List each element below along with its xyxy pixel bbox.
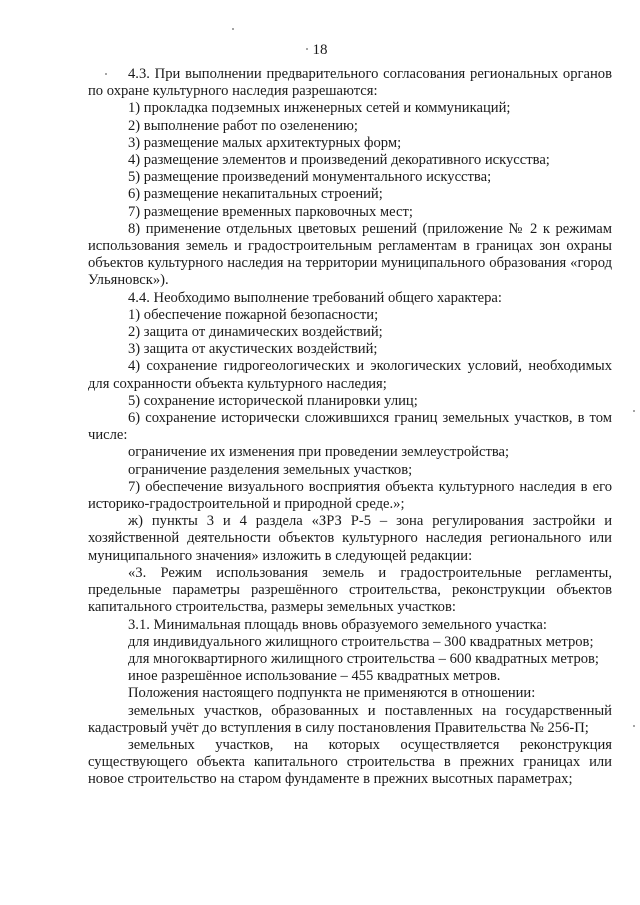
paragraph: «3. Режим использования земель и градостроительные регламенты, предельные параметры разрешённого строительства, реконструкции объектов капитального строительства, размеры земельных участков: — [88, 564, 612, 616]
list-item: 1) обеспечение пожарной безопасности; — [128, 306, 379, 323]
list-item: земельных участков, на которых осуществляется реконструкция существующего объекта капитального строительства в прежних границах или новое строительство на старом фундаменте в прежних высотных параметрах; — [88, 736, 612, 788]
list-item: 1) прокладка подземных инженерных сетей и коммуникаций; — [128, 100, 511, 117]
list-item: 2) выполнение работ по озеленению; — [128, 117, 358, 134]
list-item: земельных участков, образованных и поставленных на государственный кадастровый учёт до вступления в силу постановления Правительства № 256-П; — [88, 702, 612, 736]
paragraph: 4.3. При выполнении предварительного согласования региональных органов по охране культурного наследия разрешаются: — [88, 66, 612, 100]
list-item: ограничение их изменения при проведении землеустройства; — [128, 444, 510, 461]
list-item: 3) размещение малых архитектурных форм; — [128, 134, 402, 151]
list-item: 2) защита от динамических воздействий; — [128, 324, 383, 341]
scan-speck — [633, 725, 635, 727]
paragraph: ж) пункты 3 и 4 раздела «ЗРЗ Р-5 – зона регулирования застройки и хозяйственной деятельности объектов культурного наследия регионального или муниципального значения» изложить в следующей редакции: — [88, 513, 612, 564]
scan-speck — [105, 73, 107, 75]
scan-speck — [306, 48, 308, 50]
list-item: 3) защита от акустических воздействий; — [128, 341, 378, 358]
list-item: 7) обеспечение визуального восприятия объекта культурного наследия в его историко-градостроительной и природной среде.»; — [88, 478, 612, 513]
list-item: 8) применение отдельных цветовых решений (приложение № 2 к режимам использования земель и градостроительным регламентам в границах зон охраны объектов культурного наследия на территории муниципального образования «город Ульяновск»). — [88, 220, 612, 289]
list-item: иное разрешённое использование – 455 квадратных метров. — [128, 668, 501, 685]
list-item: 5) сохранение исторической планировки улиц; — [128, 392, 418, 409]
list-item: ограничение разделения земельных участков; — [128, 461, 413, 478]
list-item: 6) размещение некапитальных строений; — [128, 186, 383, 203]
list-item: для индивидуального жилищного строительства – 300 квадратных метров; — [128, 633, 594, 650]
list-item: 4) размещение элементов и произведений декоративного искусства; — [128, 152, 550, 169]
paragraph: 4.4. Необходимо выполнение требований общего характера: — [128, 289, 502, 306]
scan-speck — [232, 28, 234, 30]
list-item: 7) размещение временных парковочных мест; — [128, 203, 413, 220]
paragraph: 3.1. Минимальная площадь вновь образуемого земельного участка: — [128, 616, 547, 633]
list-item: 5) размещение произведений монументального искусства; — [128, 169, 492, 186]
paragraph: Положения настоящего подпункта не применяются в отношении: — [128, 685, 536, 702]
list-item: 6) сохранение исторически сложившихся границ земельных участков, в том числе: — [88, 410, 612, 444]
list-item: для многоквартирного жилищного строительства – 600 квадратных метров; — [128, 650, 599, 667]
scan-speck — [633, 410, 635, 412]
list-item: 4) сохранение гидрогеологических и экологических условий, необходимых для сохранности объекта культурного наследия; — [88, 358, 612, 392]
page-number: 18 — [312, 42, 328, 58]
document-body — [88, 66, 612, 789]
